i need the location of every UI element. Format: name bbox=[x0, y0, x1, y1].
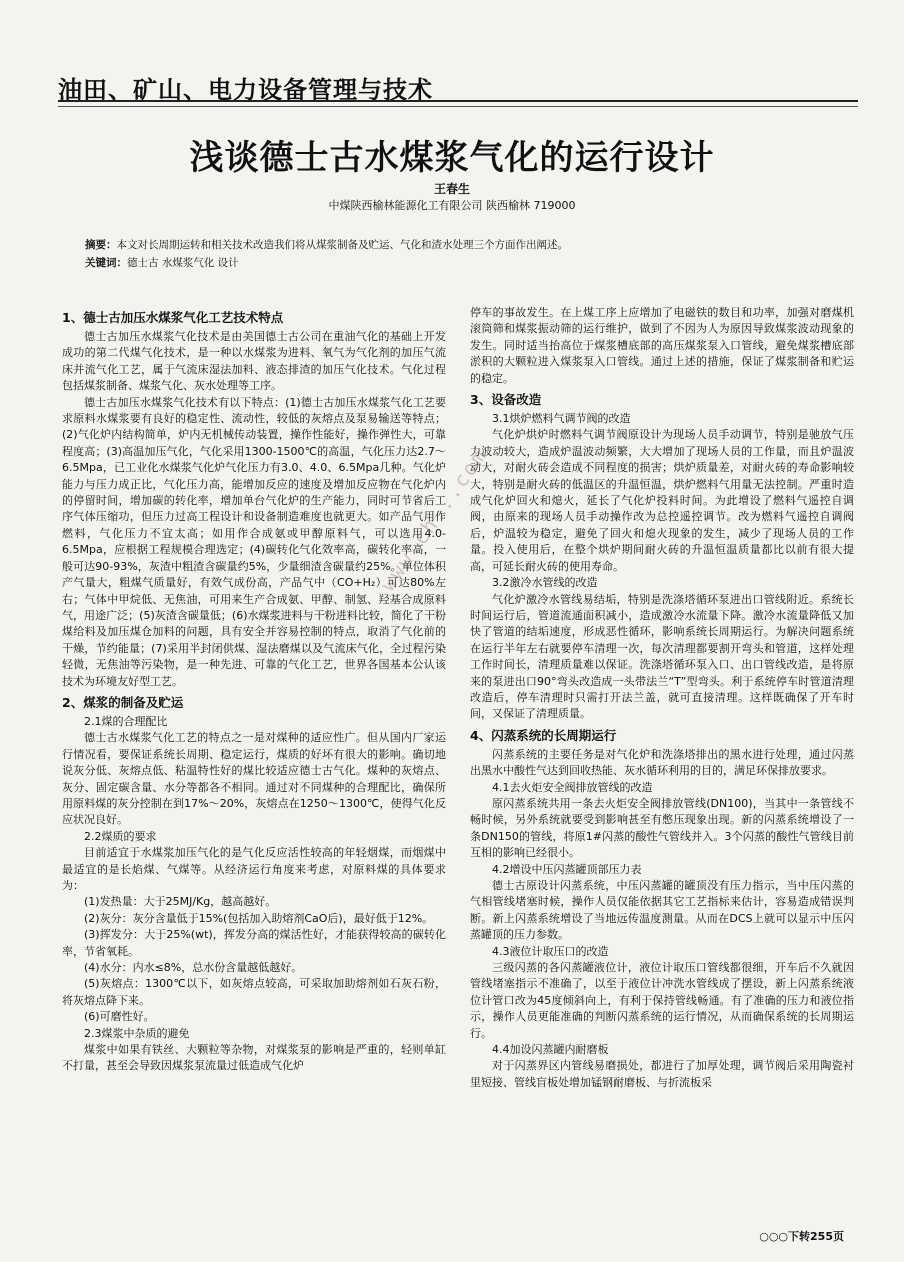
abstract-text: 本文对长周期运转和相关技术改造我们将从煤浆制备及贮运、气化和渣水处理三个方面作出阐述。 bbox=[116, 239, 568, 251]
body-paragraph: (4)水分：内水≤8%，总水份含量越低越好。 bbox=[84, 961, 303, 975]
journal-section-title: 油田、矿山、电力设备管理与技术 bbox=[58, 76, 433, 104]
subsection-heading: 2.3煤浆中杂质的避免 bbox=[84, 1026, 190, 1040]
right-column bbox=[470, 305, 854, 1091]
body-paragraph: 气化炉烘炉时燃料气调节阀原设计为现场人员手动调节，特别是驰放气压力波动较大，造成炉温波动频繁，大大增加了现场人员的工作量，而且炉温波动大，对耐火砖会造成不同程度的损害；烘炉质量差，对耐火砖的寿命影响较大，特别是耐火砖的低温区的升温恒温，烘炉燃料气用量无法控制。严重时造成气化炉回火和熄火，延长了气化炉投料时间。为此增设了燃料气遥控自调阀，由原来的现场人员手动操作改为总控遥控调节。改为燃料气遥控自调阀后，炉温较为稳定，避免了回火和熄火现象的发生，减少了现场人员的工作量。投入使用后，在整个烘炉期间耐火砖的升温恒温质量都比以前有很大提高，可延长耐火砖的使用寿命。 bbox=[470, 428, 854, 573]
body-paragraph: 三级闪蒸的各闪蒸罐液位计，液位计取压口管线都很细，开车后不久就因管线堵塞指示不准确了，以至于液位计冲洗水管线成了摆设，新上闪蒸系统液位计管口改为45度倾斜向上，有利于保持管线畅通。有了准确的压力和液位指示，操作人员更能准确的判断闪蒸系统的运行情况，从而确保系统的长周期运行。 bbox=[470, 961, 854, 1040]
author: 王春生 bbox=[433, 182, 470, 196]
affiliation: 中煤陕西榆林能源化工有限公司 陕西榆林 719000 bbox=[328, 199, 576, 212]
keywords-label: 关键词： bbox=[85, 257, 127, 269]
subsection-heading: 4.1去火炬安全阀排放管线的改造 bbox=[492, 780, 653, 794]
body-paragraph: (1)发热量：大于25MJ/Kg，越高越好。 bbox=[84, 895, 277, 909]
section-heading: 3、设备改造 bbox=[470, 392, 542, 408]
body-paragraph: 原闪蒸系统共用一条去火炬安全阀排放管线(DN100)，当其中一条管线不畅时候，另外系统就要受到影响甚至有憋压现象出现。新的闪蒸系统增设了一条DN150的管线，将原1#闪蒸的酸性气管线并入。3个闪蒸的酸性气管线目前互相的影响已经很小。 bbox=[470, 796, 854, 860]
continuation-note: ○○○下转255页 bbox=[759, 1230, 844, 1243]
body-paragraph: 目前适宜于水煤浆加压气化的是气化反应活性较高的年轻烟煤，而烟煤中最适宜的是长焰煤、气煤等。从经济运行角度来考虑，对原料煤的具体要求为： bbox=[62, 846, 446, 892]
body-paragraph: (5)灰熔点：1300℃以下，如灰熔点较高，可采取加助熔剂如石灰石粉，将灰熔点降下来。 bbox=[62, 977, 446, 1007]
body-paragraph: 德士古水煤浆气化工艺的特点之一是对煤种的适应性广。但从国内厂家运行情况看，要保证系统长周期、稳定运行，煤质的好坏有很大的影响。确切地说灰分低、灰熔点低、粘温特性好的煤比较适应德士古气化。煤种的灰熔点、灰分、固定碳含量、水分等都各不相同。通过对不同煤种的合理配比，确保所用原料煤的灰分控制在到17%～20%，灰熔点在1250～1300℃，使得气化反应状况良好。 bbox=[62, 731, 446, 827]
body-paragraph: (3)挥发分：大于25%(wt)，挥发分高的煤活性好，才能获得较高的碳转化率，节省氧耗。 bbox=[62, 928, 446, 958]
keywords bbox=[85, 254, 845, 272]
body-paragraph: 闪蒸系统的主要任务是对气化炉和洗涤塔排出的黑水进行处理，通过闪蒸出黑水中酸性气达到回收热能、灰水循环利用的目的，满足环保排放要求。 bbox=[470, 747, 854, 778]
body-paragraph: 德士古加压水煤浆气化技术有以下特点：(1)德士古加压水煤浆气化工艺要求原料水煤浆要有良好的稳定性、流动性，较低的灰熔点及泵易输送等特点；(2)气化炉内结构简单，炉内无机械传动装置，操作性能好，操作弹性大，可靠程度高；(3)高温加压气化，气化采用1300-1500℃的高温，气化压力达2.7～6.5Mpa，已工业化水煤浆气化炉气化压力有3.0、4.0、6.5Mpa几种。气化炉能力与压力成正比，气化压力高，能增加反应的速度及增加反应物在气化炉内的停留时间，增加碳的转化率，增加单台气化炉的生产能力，同时可节省后工序气体压缩功，但压力过高工程设计和设备制造难度也就更大。如产品气用作燃料，气化压力不宜太高；如用作合成氨或甲醇原料气，可以选用4.0-6.5Mpa，应根据工程规模合理选定；(4)碳转化气化效率高，碳转化率高，一般可达90-93%，灰渣中粗渣含碳量约5%，少量细渣含碳量约25%。单位体积产气量大，粗煤气质量好，有效气成份高，产品气中（CO+H₂）可达80%左右；气体中甲烷低、无焦油，可用来生产合成氨、甲醇、制氢、羟基合成原料气，用途广泛；(5)灰渣含碳量低；(6)水煤浆进料与干粉进料比较，简化了干粉煤给料及加压煤仓加料的问题，具有安全并容易控制的特点，取消了气化前的干燥，节约能量；(7)采用半封闭供煤、湿法磨煤以及气流床气化，全过程污染轻微，无焦油等污染物，是一种先进、可靠的气化工艺，世界各国基本公认该技术为环境友好型工艺。 bbox=[62, 395, 446, 688]
abstract bbox=[85, 236, 845, 254]
body-paragraph: 对于闪蒸界区内管线易磨损处，都进行了加厚处理，调节阀后采用陶瓷衬里短接、管线盲板处增加锰钢耐磨板、与折流板采 bbox=[470, 1059, 854, 1089]
body-paragraph: (2)灰分：灰分含量低于15%(包括加入助熔剂CaO后)，最好低于12%。 bbox=[84, 911, 434, 925]
paper-title: 浅谈德士古水煤浆气化的运行设计 bbox=[189, 138, 715, 178]
body-paragraph: 气化炉激冷水管线易结垢，特别是洗涤塔循环泵进出口管线附近。系统长时间运行后，管道流通面积减小，造成激冷水流量下降。激冷水流量降低又加快了管道的结垢速度，形成恶性循环，影响系统长周期运行。为解决问题系统在运行半年左右就要停车清理一次，每次清理都要割开弯头和管道，这样处理工作时间长，清理质量难以保证。洗涤塔循环泵入口、出口管线改造，是将原来的泵进出口90°弯头改造成一头带法兰“T”型弯头。利于系统停车时管道清理改造后，停车清理时只需打开法兰盖，就可直接清理。这样既确保了开车时间，又保证了清理质量。 bbox=[470, 592, 854, 721]
header-rule bbox=[58, 100, 858, 107]
subsection-heading: 4.4加设闪蒸罐内耐磨板 bbox=[492, 1043, 609, 1057]
subsection-heading: 3.1烘炉燃料气调节阀的改造 bbox=[492, 412, 631, 426]
section-heading: 2、煤浆的制备及贮运 bbox=[62, 694, 184, 710]
body-paragraph: 德士古加压水煤浆气化技术是由美国德士古公司在重油气化的基础上开发成功的第二代煤气化技术，是一种以水煤浆为进料、氧气为气化剂的加压气流床并流气化工艺，属于气流床湿法加料、液态排渣的加压气化技术。气化过程包括煤浆制备、煤浆气化、灰水处理等工序。 bbox=[62, 330, 446, 393]
subsection-heading: 4.3液位计取压口的改造 bbox=[492, 944, 609, 958]
subsection-heading: 3.2激冷水管线的改造 bbox=[492, 576, 598, 590]
section-heading: 1、德士古加压水煤浆气化工艺技术特点 bbox=[62, 310, 284, 325]
body-paragraph: (6)可磨性好。 bbox=[84, 1010, 155, 1024]
body-paragraph: 煤浆中如果有铁丝、大颗粒等杂物，对煤浆泵的影响是严重的，轻则单缸不打量，甚至会导致因煤浆泵流量过低造成气化炉 bbox=[62, 1043, 446, 1073]
abstract-label: 摘要： bbox=[85, 239, 117, 251]
body-paragraph: 德士古原设计闪蒸系统，中压闪蒸罐的罐顶没有压力指示，当中压闪蒸的气相管线堵塞时候，操作人员仅能依据其它工艺指标来估计，容易造成错误判断。新上闪蒸系统增设了当地远传温度测量。从而在DCS上就可以显示中压闪蒸罐顶的压力参数。 bbox=[470, 879, 854, 942]
subsection-heading: 2.2煤质的要求 bbox=[84, 829, 157, 843]
watermark: www.ch...com bbox=[375, 443, 492, 596]
keywords-text: 德士古 水煤浆气化 设计 bbox=[127, 257, 239, 269]
section-heading: 4、闪蒸系统的长周期运行 bbox=[470, 727, 617, 743]
subsection-heading: 4.2增设中压闪蒸罐顶部压力表 bbox=[492, 862, 642, 876]
subsection-heading: 2.1煤的合理配比 bbox=[84, 714, 168, 728]
body-paragraph: 停车的事故发生。在上煤工序上应增加了电磁铁的数目和功率，加强对磨煤机滚筒筛和煤浆振动筛的运行维护，做到了不因为人为原因导致煤浆波动现象的发生。同时适当抬高位于煤浆槽底部的高压煤浆泵入口管线，避免煤浆槽底部淤积的大颗粒进入煤浆泵入口管线。通过上述的措施，保证了煤浆制备和贮运的稳定。 bbox=[470, 306, 854, 385]
left-column bbox=[62, 305, 446, 1075]
abstract-block bbox=[85, 236, 845, 272]
